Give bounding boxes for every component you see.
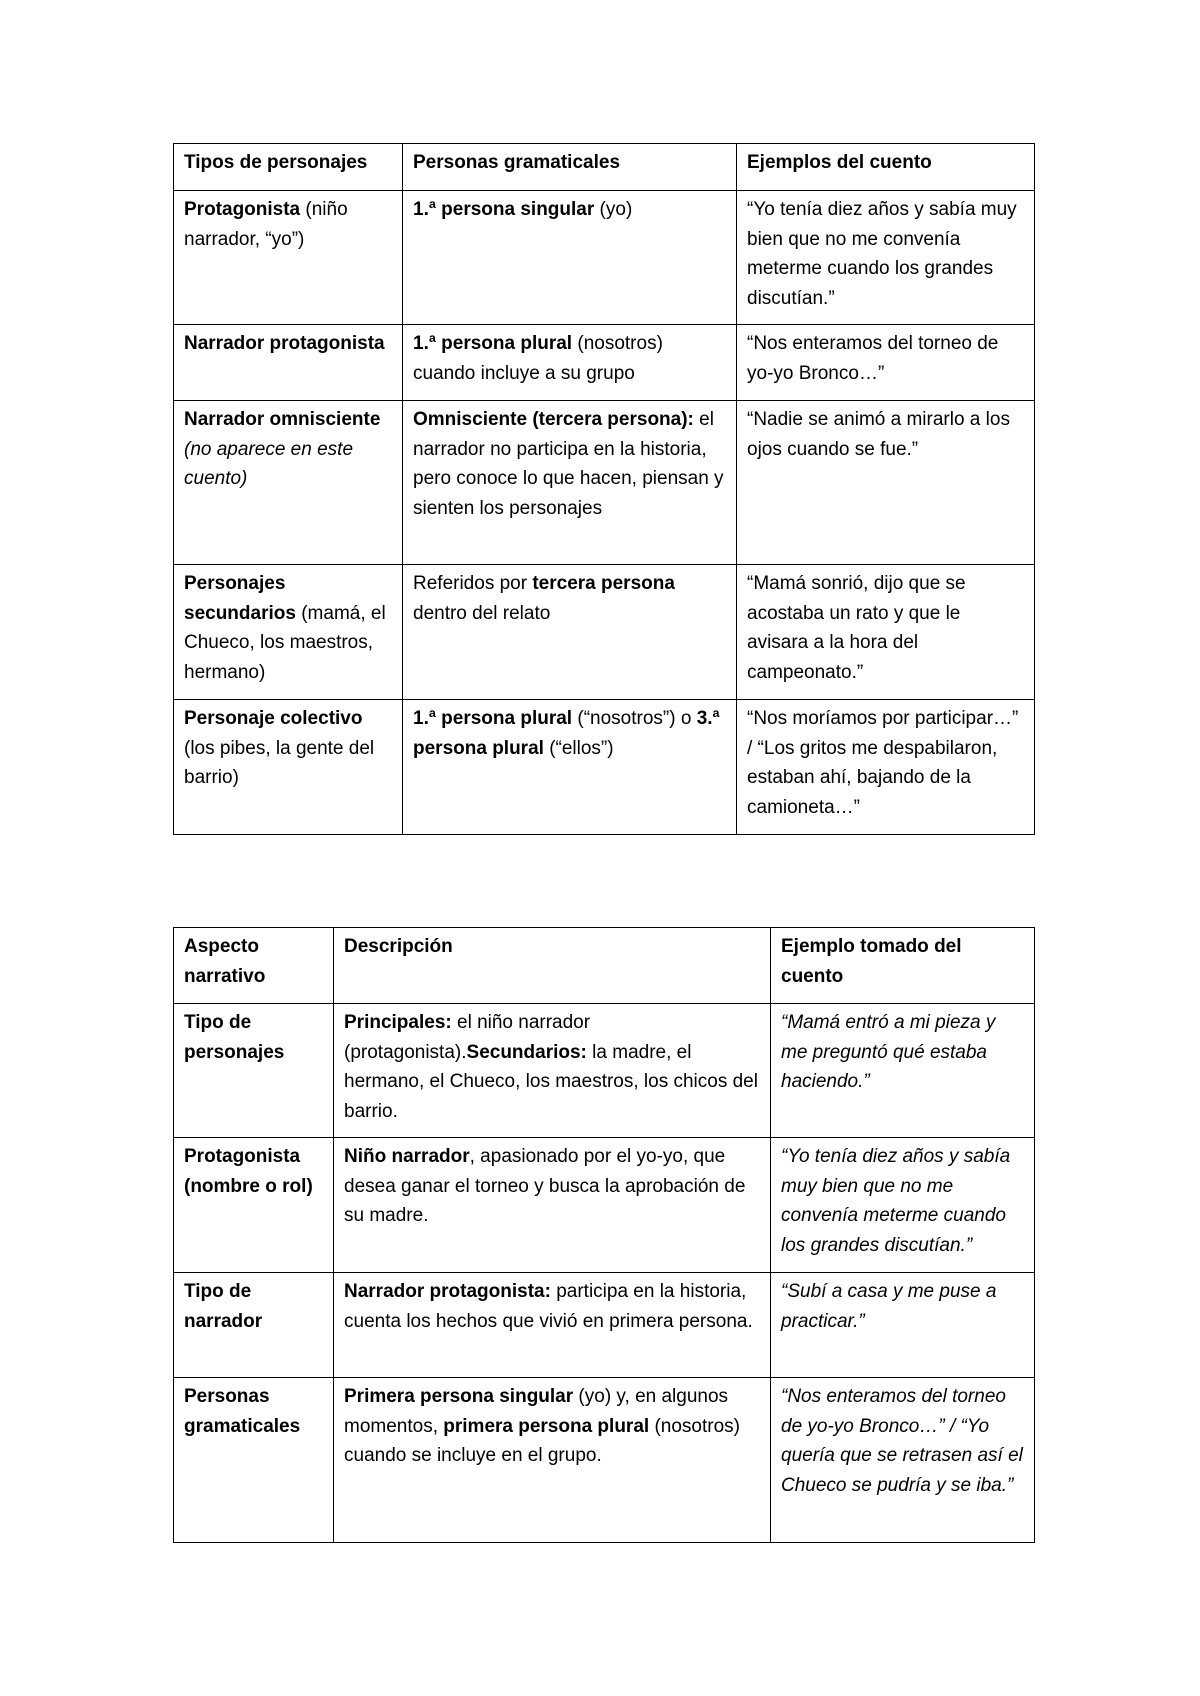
quote-text: “Nos enteramos del torneo de yo-yo Bronco…” / “Yo quería que se retrasen así el Chueco se pudría y se iba.” (781, 1386, 1023, 1496)
header-text: Descripción (344, 936, 453, 957)
quote-text: “Nos moríamos por participar…” / “Los gritos me despabilaron, estaban ahí, bajando de la camioneta…” (747, 708, 1019, 818)
table-cell (174, 700, 403, 835)
cell-italic-text: (no aparece en este cuento) (184, 438, 354, 489)
table-row (174, 1273, 1035, 1378)
cell-text: el niño narrador (protagonista). (344, 1012, 591, 1063)
cell-text: (“nosotros”) o (572, 708, 697, 729)
table-cell (174, 1004, 334, 1138)
header-cell (737, 144, 1035, 191)
cell-text: Referidos por (413, 573, 533, 594)
table-cell (174, 1138, 334, 1273)
cell-bold-text: Narrador omnisciente (184, 409, 381, 430)
cell-bold-text: Principales: (344, 1012, 452, 1033)
cell-bold-text: Narrador protagonista: (344, 1281, 551, 1302)
table-row (174, 1004, 1035, 1138)
table-cell (771, 1138, 1035, 1273)
table-row (174, 401, 1035, 565)
quote-text: “Mamá sonrió, dijo que se acostaba un rato y que le avisara a la hora del campeonato.” (747, 573, 966, 683)
cell-bold-text: Tipo de personajes (184, 1012, 285, 1063)
quote-text: “Subí a casa y me puse a practicar.” (781, 1281, 997, 1332)
cell-bold-text: Personajes secundarios (184, 573, 296, 624)
cell-text: la madre, el hermano, el Chueco, los maestros, los chicos del barrio. (344, 1041, 758, 1122)
header-cell (334, 928, 771, 1004)
header-text: Tipos de personajes (184, 152, 368, 173)
header-cell (403, 144, 737, 191)
quote-text: “Nos enteramos del torneo de yo-yo Bronco…” (747, 333, 999, 384)
table-cell (771, 1273, 1035, 1378)
table-cell (174, 401, 403, 565)
narrative-aspects-table (173, 927, 1035, 1543)
table-row (174, 1138, 1035, 1273)
cell-bold-text: Secundarios: (466, 1041, 587, 1063)
quote-text: “Yo tenía diez años y sabía muy bien que no me convenía meterme cuando los grandes discutían.” (747, 199, 1017, 309)
cell-text: (“ellos”) (543, 737, 614, 759)
table-cell (737, 401, 1035, 565)
table-row (174, 191, 1035, 325)
table-cell (737, 191, 1035, 325)
header-text: Aspecto narrativo (184, 936, 266, 987)
table-cell (737, 565, 1035, 700)
cell-text: (nosotros) cuando se incluye en el grupo. (344, 1415, 740, 1466)
table-cell (403, 700, 737, 835)
table-cell (174, 325, 403, 401)
cell-bold-text: primera persona plural (443, 1415, 650, 1437)
table-cell (174, 1273, 334, 1378)
table-row (174, 700, 1035, 835)
cell-bold-text: 1.ª persona singular (413, 199, 595, 220)
quote-text: “Mamá entró a mi pieza y me preguntó qué estaba haciendo.” (781, 1012, 996, 1092)
cell-bold-text: Protagonista (184, 199, 301, 220)
header-text: Ejemplo tomado del cuento (781, 936, 962, 987)
characters-table (173, 143, 1035, 835)
table-cell (334, 1004, 771, 1138)
header-cell (771, 928, 1035, 1004)
table-cell (737, 325, 1035, 401)
table-cell (174, 191, 403, 325)
header-cell (174, 928, 334, 1004)
cell-text: (yo) y, en algunos momentos, (344, 1386, 729, 1437)
table-cell (737, 700, 1035, 835)
cell-bold-text: 1.ª persona plural (413, 333, 573, 354)
table-header-row (174, 928, 1035, 1004)
table-cell (403, 401, 737, 565)
cell-text: (nosotros) cuando incluye a su grupo (413, 333, 663, 384)
table-cell (174, 1378, 334, 1543)
cell-bold-text: Niño narrador (344, 1146, 470, 1167)
table-header-row (174, 144, 1035, 191)
cell-text: participa en la historia, cuenta los hechos que vivió en primera persona. (344, 1281, 753, 1332)
cell-bold-text: tercera persona (532, 573, 675, 594)
cell-bold-text: 3.ª persona plural (413, 708, 720, 759)
table-cell (771, 1004, 1035, 1138)
quote-text: “Yo tenía diez años y sabía muy bien que no me convenía meterme cuando los grandes discutían.” (781, 1146, 1011, 1256)
table-cell (403, 565, 737, 700)
table-cell (403, 325, 737, 401)
table-row (174, 325, 1035, 401)
cell-bold-text: Narrador protagonista (184, 333, 385, 354)
table-row (174, 565, 1035, 700)
cell-bold-text: Personaje colectivo (184, 708, 363, 729)
cell-bold-text: Primera persona singular (344, 1386, 574, 1407)
table-row (174, 1378, 1035, 1543)
table-cell (334, 1273, 771, 1378)
table-cell (334, 1378, 771, 1543)
cell-text: el narrador no participa en la historia, pero conoce lo que hacen, piensan y sienten los personajes (413, 409, 724, 519)
cell-bold-text: Protagonista (nombre o rol) (184, 1146, 313, 1197)
cell-text: , apasionado por el yo-yo, que desea ganar el torneo y busca la aprobación de su madre. (344, 1146, 746, 1226)
cell-text: dentro del relato (413, 602, 551, 624)
table-cell (334, 1138, 771, 1273)
cell-text: (mamá, el Chueco, los maestros, hermano) (184, 602, 386, 683)
cell-text: (yo) (594, 199, 633, 220)
header-text: Personas gramaticales (413, 152, 621, 173)
header-cell (174, 144, 403, 191)
table-cell (771, 1378, 1035, 1543)
quote-text: “Nadie se animó a mirarlo a los ojos cuando se fue.” (747, 409, 1010, 460)
table-cell (403, 191, 737, 325)
cell-bold-text: Tipo de narrador (184, 1281, 263, 1332)
table-cell (174, 565, 403, 700)
cell-text: (niño narrador, “yo”) (184, 199, 348, 250)
header-text: Ejemplos del cuento (747, 152, 932, 173)
cell-text: (los pibes, la gente del barrio) (184, 737, 375, 788)
cell-bold-text: Personas gramaticales (184, 1386, 301, 1437)
cell-bold-text: 1.ª persona plural (413, 708, 573, 729)
cell-bold-text: Omnisciente (tercera persona): (413, 409, 694, 430)
